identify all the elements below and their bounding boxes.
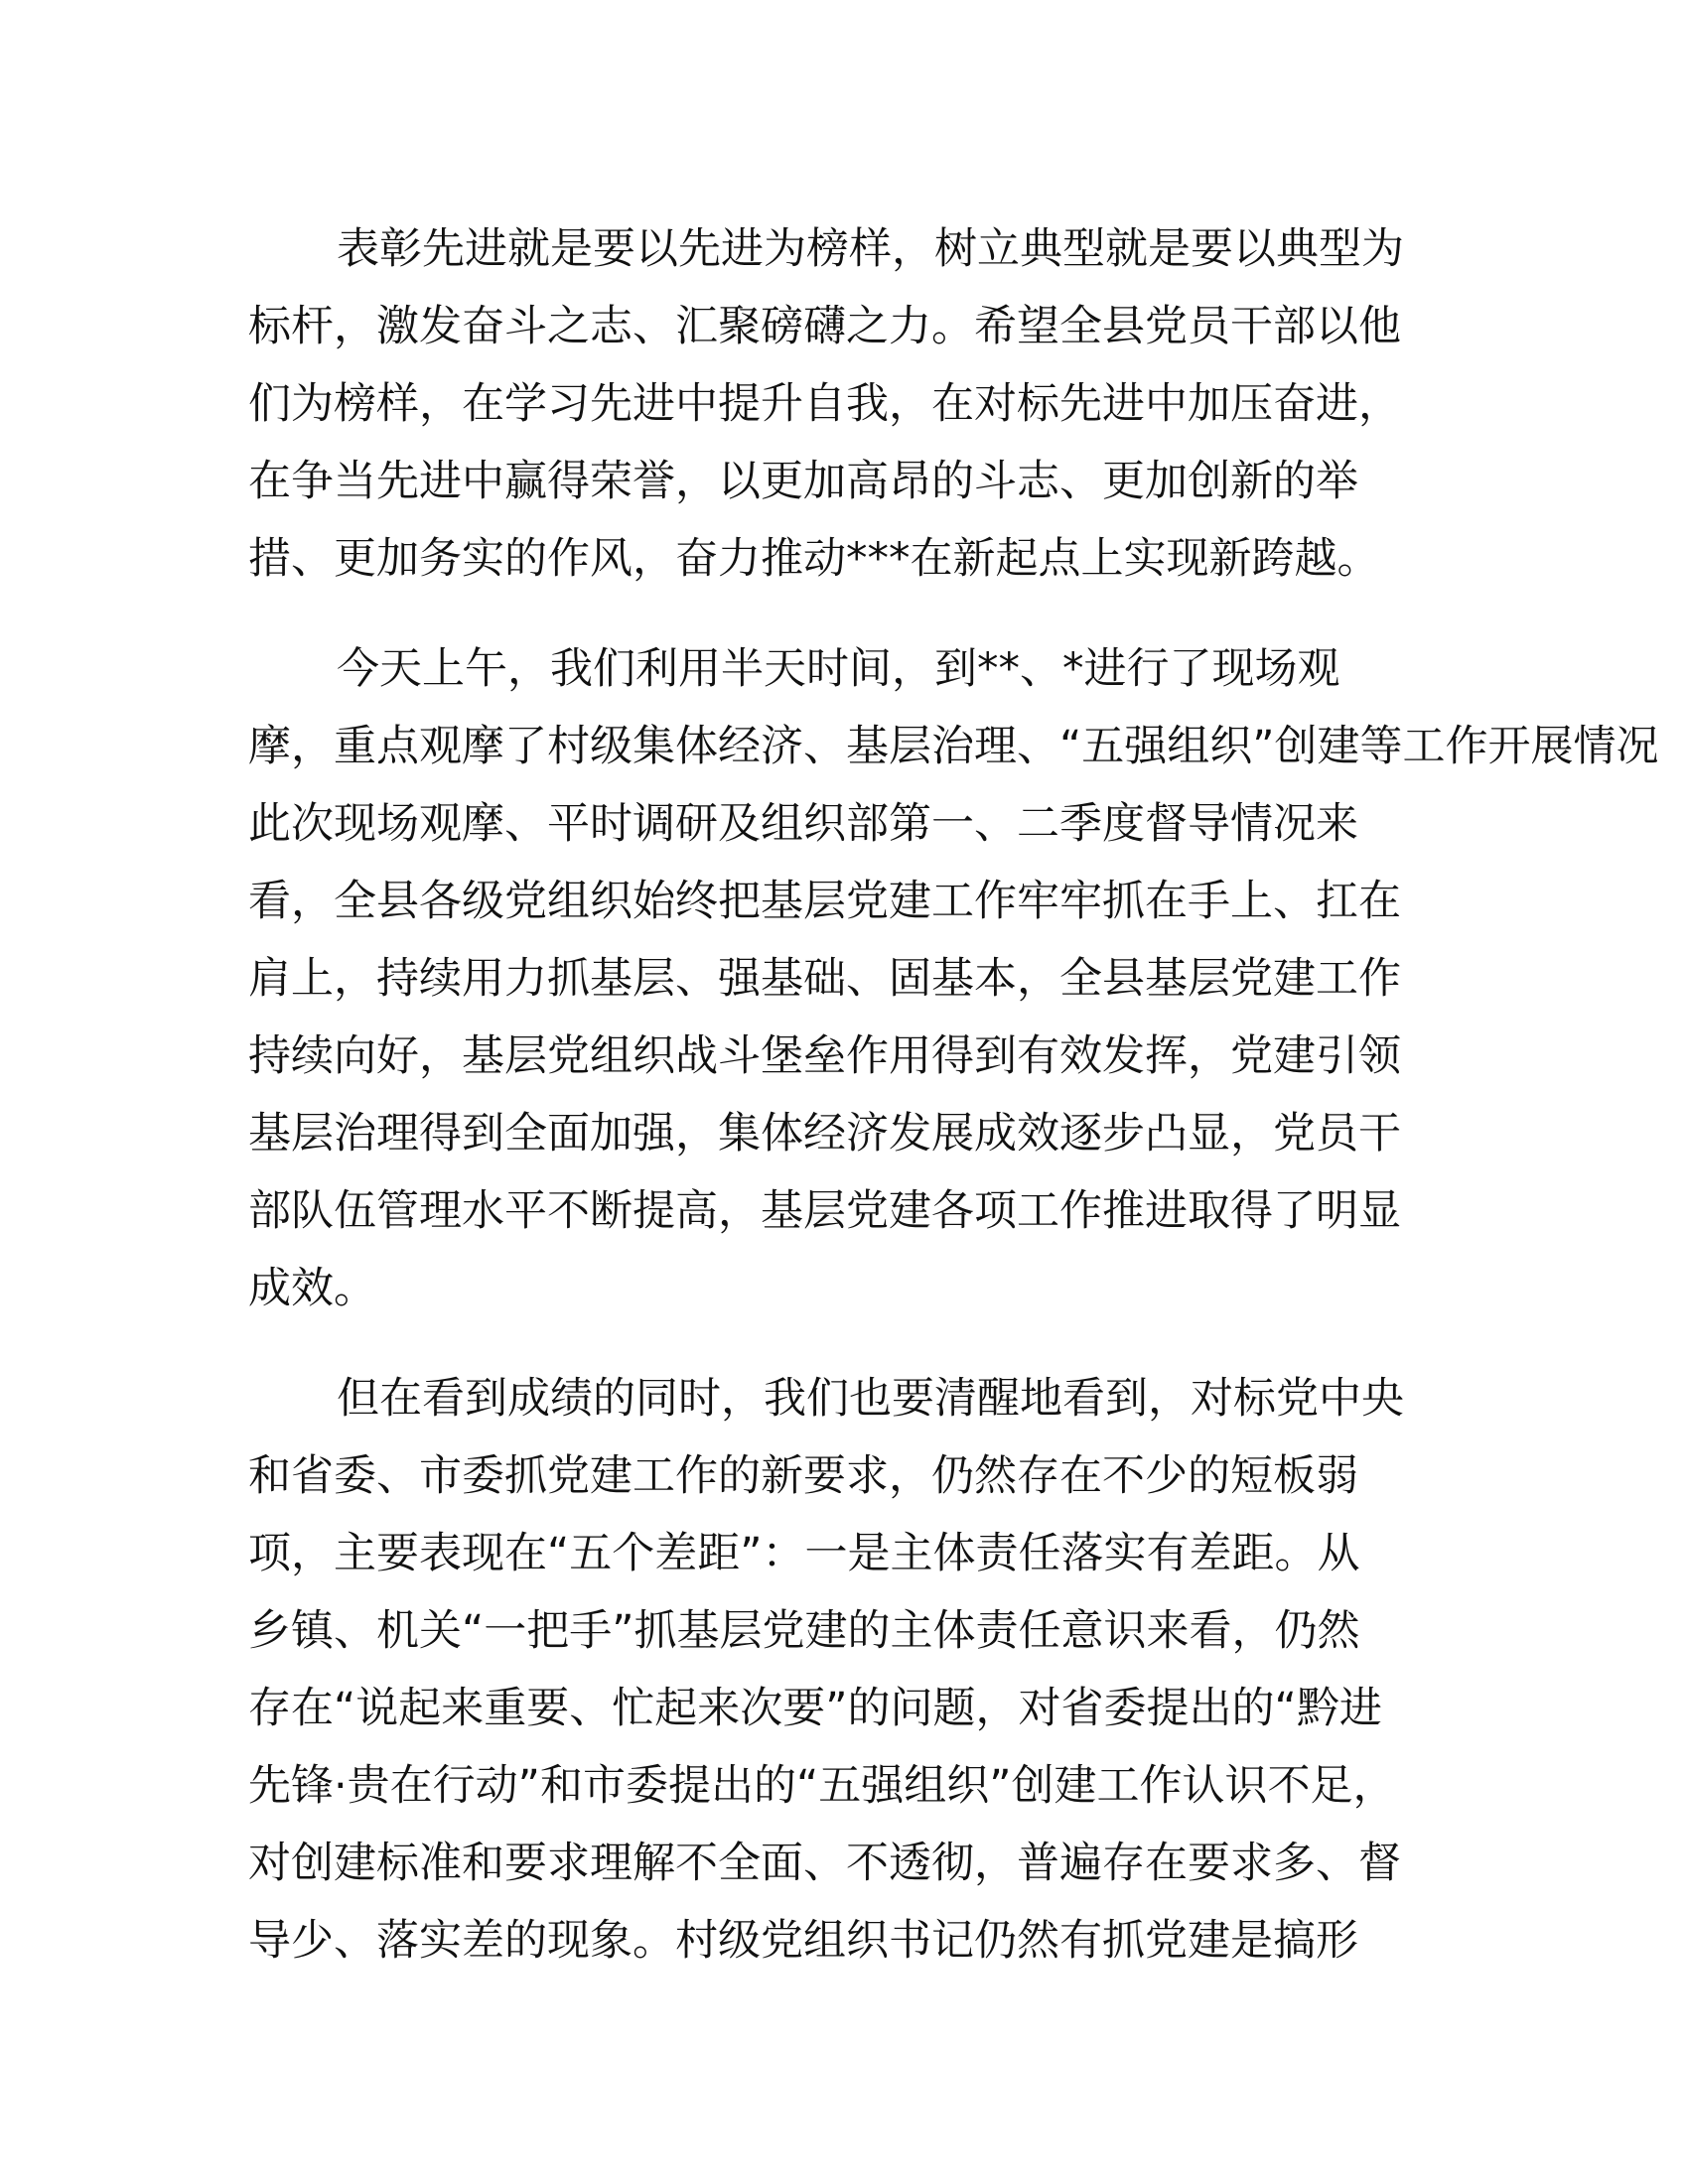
text-line: 乡镇、机关“一把手”抓基层党建的主体责任意识来看，仍然 xyxy=(248,1606,1360,1656)
document-body xyxy=(248,210,1659,2012)
paragraph-3 xyxy=(248,1360,1460,1979)
text-line: 摩，重点观摩了村级集体经济、基层治理、“五强组织”创建等工作开展情况 xyxy=(248,722,1659,771)
text-line: 标杆，激发奋斗之志、汇聚磅礴之力。希望全县党员干部以他 xyxy=(248,302,1401,351)
text-line: 部队伍管理水平不断提高，基层党建各项工作推进取得了明显 xyxy=(248,1186,1401,1236)
text-line: 持续向好，基层党组织战斗堡垒作用得到有效发挥，党建引领 xyxy=(248,1031,1401,1081)
text-line: 肩上，持续用力抓基层、强基础、固基本，全县基层党建工作 xyxy=(248,954,1401,1004)
text-line: 项，主要表现在“五个差距”：一是主体责任落实有差距。从 xyxy=(248,1529,1360,1578)
text-line: 今天上午，我们利用半天时间，到**、*进行了现场观 xyxy=(337,644,1340,694)
text-line: 对创建标准和要求理解不全面、不透彻，普遍存在要求多、督 xyxy=(248,1839,1401,1888)
text-line: 但在看到成绩的同时，我们也要清醒地看到，对标党中央 xyxy=(337,1374,1404,1424)
text-line: 成效。 xyxy=(248,1264,376,1313)
text-line: 先锋·贵在行动”和市委提出的“五强组织”创建工作认识不足， xyxy=(248,1761,1396,1811)
text-line: 看，全县各级党组织始终把基层党建工作牢牢抓在手上、扛在 xyxy=(248,877,1401,926)
text-line: 导少、落实差的现象。村级党组织书记仍然有抓党建是搞形 xyxy=(248,1916,1358,1966)
text-line: 和省委、市委抓党建工作的新要求，仍然存在不少的短板弱 xyxy=(248,1451,1358,1501)
text-line: 存在“说起来重要、忙起来次要”的问题，对省委提出的“黔进 xyxy=(248,1684,1382,1733)
text-line: 在争当先进中赢得荣誉，以更加高昂的斗志、更加创新的举 xyxy=(248,457,1358,506)
text-line: 此次现场观摩、平时调研及组织部第一、二季度督导情况来 xyxy=(248,799,1358,849)
text-line: 表彰先进就是要以先进为榜样，树立典型就是要以典型为 xyxy=(337,224,1404,274)
text-line: 们为榜样，在学习先进中提升自我，在对标先进中加压奋进， xyxy=(248,379,1401,429)
text-line: 措、更加务实的作风，奋力推动***在新起点上实现新跨越。 xyxy=(248,534,1380,584)
paragraph-2 xyxy=(248,630,1659,1327)
text-line: 基层治理得到全面加强，集体经济发展成效逐步凸显，党员干 xyxy=(248,1109,1401,1159)
paragraph-1 xyxy=(248,210,1460,598)
